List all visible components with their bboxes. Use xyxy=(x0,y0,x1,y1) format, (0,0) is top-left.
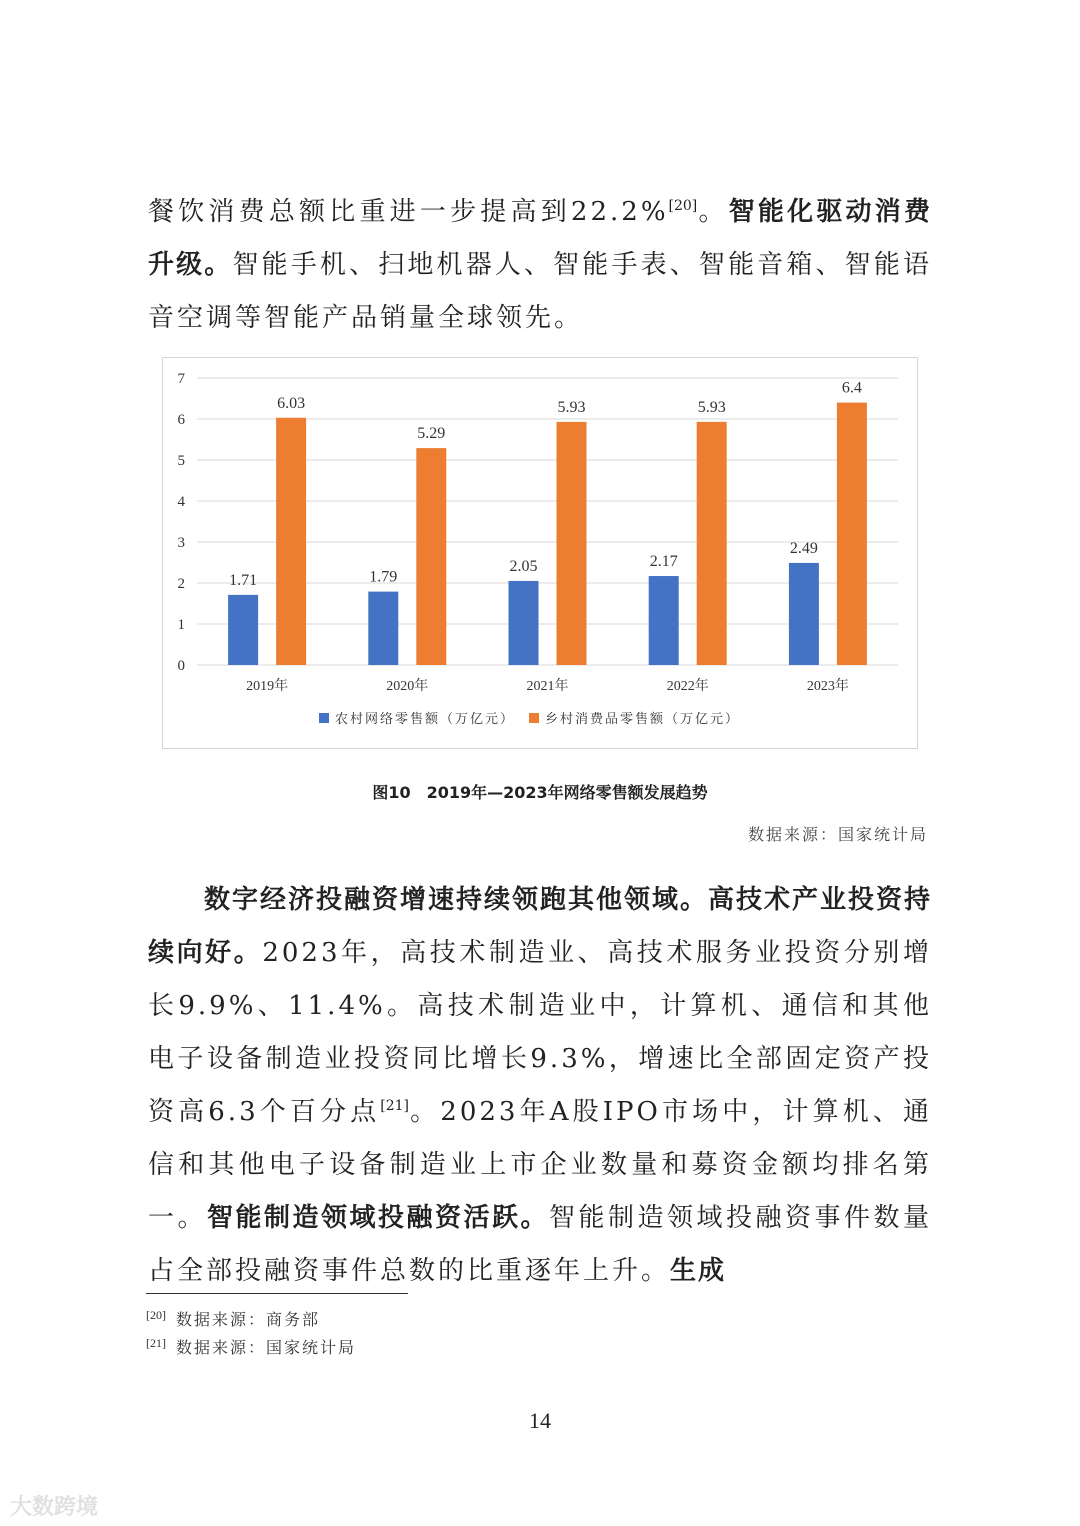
data-label: 2.05 xyxy=(509,557,538,575)
footnote-21-ref: [21] xyxy=(146,1336,166,1350)
para2-bold3: 生成 xyxy=(670,1256,727,1286)
x-tick-label: 2021年 xyxy=(526,679,569,694)
x-tick-label: 2023年 xyxy=(806,679,849,694)
y-tick-label: 7 xyxy=(177,371,185,387)
bar-rural-consumer xyxy=(416,448,446,665)
y-tick-label: 0 xyxy=(177,658,185,674)
x-tick-label: 2019年 xyxy=(246,679,289,694)
y-tick-label: 6 xyxy=(177,412,185,428)
data-label: 2.49 xyxy=(789,539,818,557)
para2-text2: 。2023年A股IPO市场中，计算机、通信和其他电子设备制造业上市企业数量和募资金额均排名第一。 xyxy=(148,1097,932,1233)
bar-rural-online xyxy=(649,576,679,665)
bar-rural-consumer xyxy=(276,418,306,665)
data-label: 5.93 xyxy=(697,398,726,416)
legend-swatch xyxy=(529,713,539,723)
legend-label: 农村网络零售额（万亿元） xyxy=(335,712,516,727)
paragraph-investment xyxy=(148,874,932,1298)
y-tick-label: 4 xyxy=(177,494,185,510)
para1-end: 。 xyxy=(697,197,729,227)
footnote-21-text: 数据来源：国家统计局 xyxy=(176,1338,357,1357)
data-label: 6.4 xyxy=(841,379,862,397)
paragraph-consumption xyxy=(148,186,932,345)
legend-swatch xyxy=(319,713,329,723)
bar-rural-online xyxy=(509,581,539,665)
legend-label: 乡村消费品零售额（万亿元） xyxy=(545,712,741,727)
para1-text: 餐饮消费总额比重进一步提高到22.2% xyxy=(148,197,669,227)
para2-text3: 智能制造领域投融资事件数量占全部投融资事件总数的比重逐年上升。 xyxy=(148,1203,932,1286)
footnote-21 xyxy=(146,1335,356,1358)
page-number: 14 xyxy=(529,1408,551,1433)
data-label: 1.79 xyxy=(369,568,398,586)
para2-bold1: 数字经济投融资增速持续领跑其他领域。高技术产业投资持续向好。 xyxy=(148,885,933,968)
bar-rural-consumer xyxy=(837,403,867,665)
footnote-ref-20[interactable]: [20] xyxy=(668,198,698,214)
chart-source: 数据来源：国家统计局 xyxy=(747,825,928,844)
para2-bold2: 智能制造领域投融资活跃。 xyxy=(207,1203,549,1233)
data-label: 5.93 xyxy=(557,398,586,416)
y-tick-label: 2 xyxy=(177,576,185,592)
footnote-20-text: 数据来源：商务部 xyxy=(176,1310,321,1329)
para2-text1: 2023年，高技术制造业、高技术服务业投资分别增长9.9%、11.4%。高技术制造业中，计算机、通信和其他电子设备制造业投资同比增长9.3%，增速比全部固定资产投资高6.3个百分点 xyxy=(148,938,932,1127)
footnote-divider xyxy=(146,1293,408,1294)
footnote-20 xyxy=(146,1307,320,1330)
bar-rural-online xyxy=(368,592,398,665)
bar-rural-consumer xyxy=(557,422,587,665)
para1-bold: 智能化驱动消费升级。 xyxy=(148,197,932,280)
data-label: 2.17 xyxy=(649,553,678,571)
bar-rural-consumer xyxy=(697,422,727,665)
x-tick-label: 2022年 xyxy=(666,679,709,694)
watermark-logo: 大数跨境 xyxy=(10,1495,99,1520)
y-tick-label: 1 xyxy=(177,617,185,633)
x-tick-label: 2020年 xyxy=(386,679,429,694)
bar-rural-online xyxy=(789,563,819,665)
y-tick-label: 3 xyxy=(177,535,185,551)
y-tick-label: 5 xyxy=(177,453,185,469)
data-label: 5.29 xyxy=(417,425,446,443)
footnote-ref-21[interactable]: [21] xyxy=(380,1098,410,1114)
data-label: 6.03 xyxy=(277,394,306,412)
chart-svg xyxy=(163,358,919,750)
data-label: 1.71 xyxy=(229,571,258,589)
bar-chart xyxy=(162,357,918,749)
bar-rural-online xyxy=(228,595,258,665)
para1-rest: 智能手机、扫地机器人、智能手表、智能音箱、智能语音空调等智能产品销量全球领先。 xyxy=(148,250,932,333)
figure-caption: 图10 2019年—2023年网络零售额发展趋势 xyxy=(372,783,708,802)
footnote-20-ref: [20] xyxy=(146,1308,166,1322)
